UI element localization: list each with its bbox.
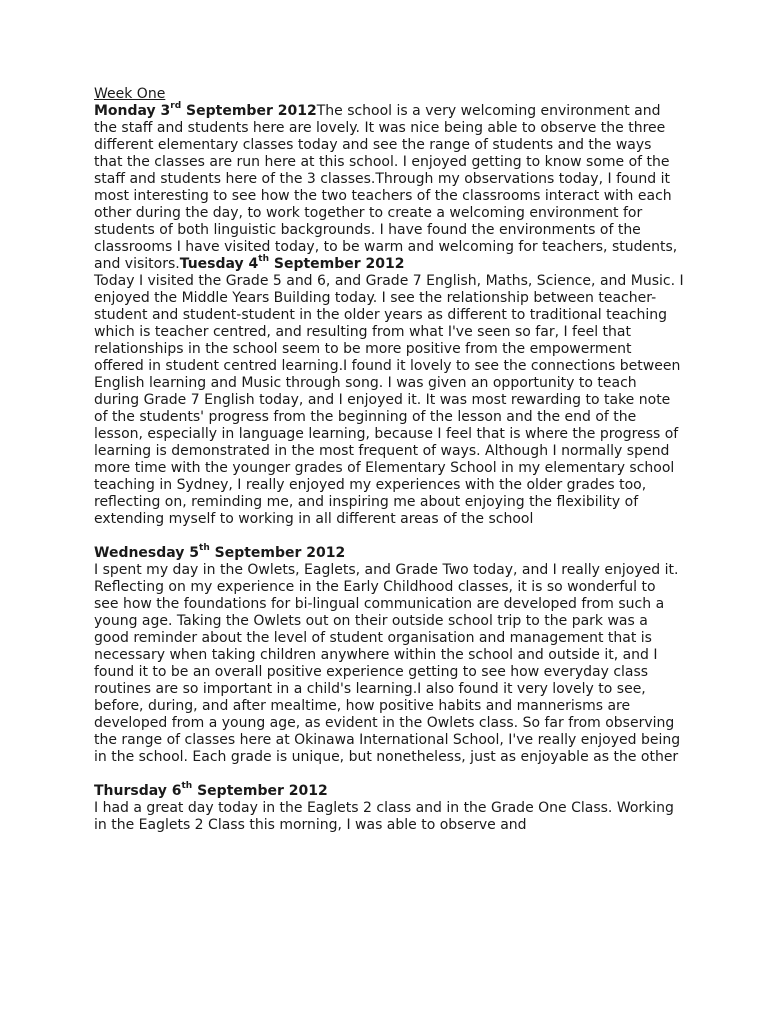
- entry-wednesday-date: [94, 545, 345, 561]
- entry-tuesday-date: [180, 256, 405, 272]
- entry-monday-date-suffix: September 2012: [181, 103, 317, 119]
- entry-wednesday: [94, 545, 684, 562]
- entry-monday-date-sup: rd: [170, 101, 182, 112]
- entry-tuesday-date-prefix: Tuesday 4: [179, 256, 259, 272]
- entry-tuesday-date-sup: th: [258, 254, 270, 265]
- entry-wednesday-date-prefix: Wednesday 5: [94, 545, 200, 561]
- entry-thursday-date-suffix: September 2012: [192, 783, 328, 799]
- entry-wednesday-date-sup: th: [199, 543, 210, 554]
- entry-wednesday-date-suffix: September 2012: [209, 545, 346, 561]
- entry-thursday-date-prefix: Thursday 6: [94, 783, 182, 799]
- entry-wednesday-body: I spent my day in the Owlets, Eaglets, and Grade Two today, and I really enjoyed it. Reflecting on my experience in the Early Childhood classes, it is so wonderful to see how the foundations for bi-lingual communication are developed from such a young age. Taking the Owlets out on their outside school trip to the park was a good reminder about the level of student organisation and management that is necessary when taking children anywhere within the school and outside it, and I found it to be an overall positive experience getting to see how everyday class routines are so important in a child's learning.I also found it very lovely to see, before, during, and after mealtime, how positive habits and mannerisms are developed from a young age, as evident in the Owlets class. So far from observing the range of classes here at Okinawa International School, I've really enjoyed being in the school. Each grade is unique, but nonetheless, just as enjoyable as the other: [94, 562, 681, 765]
- entry-thursday-date-sup: th: [181, 781, 193, 792]
- entry-thursday-body: I had a great day today in the Eaglets 2 class and in the Grade One Class. Working in the Eaglets 2 Class this morning, I was able to observe and: [94, 800, 674, 833]
- entry-tuesday-date-suffix: September 2012: [269, 256, 405, 272]
- paragraph-gap: [94, 528, 684, 545]
- entry-monday-body: The school is a very welcoming environment and the staff and students here are lovely. It was nice being able to observe the three different elementary classes today and see the range of students and the ways that the classes are run here at this school. I enjoyed getting to know some of the staff and students here of the 3 classes.Through my observations today, I found it most interesting to see how the two teachers of the classrooms interact with each other during the day, to work together to create a welcoming environment for students of both linguistic backgrounds. I have found the environments of the classrooms I have visited today, to be warm and welcoming for teachers, students, and visitors.: [94, 103, 678, 272]
- entry-thursday: [94, 783, 684, 800]
- entry-thursday-date: [94, 783, 328, 799]
- entry-monday-date-prefix: Monday 3: [94, 103, 171, 119]
- entry-monday: [94, 103, 684, 273]
- entry-monday-date: [94, 103, 317, 119]
- week-heading: Week One: [94, 86, 166, 102]
- document-page: [94, 86, 684, 834]
- entry-tuesday-body: Today I visited the Grade 5 and 6, and Grade 7 English, Maths, Science, and Music. I enjoyed the Middle Years Building today. I see the relationship between teacher-student and student-student in the older years as different to traditional teaching which is teacher centred, and resulting from what I've seen so far, I feel that relationships in the school seem to be more positive from the empowerment offered in student centred learning.I found it lovely to see the connections between English learning and Music through song. I was given an opportunity to teach during Grade 7 English today, and I enjoyed it. It was most rewarding to take note of the students' progress from the beginning of the lesson and the end of the lesson, especially in language learning, because I feel that is where the progress of learning is demonstrated in the most frequent of ways. Although I normally spend more time with the younger grades of Elementary School in my elementary school teaching in Sydney, I really enjoyed my experiences with the older grades too, reflecting on, reminding me, and inspiring me about enjoying the flexibility of extending myself to working in all different areas of the school: [94, 273, 684, 527]
